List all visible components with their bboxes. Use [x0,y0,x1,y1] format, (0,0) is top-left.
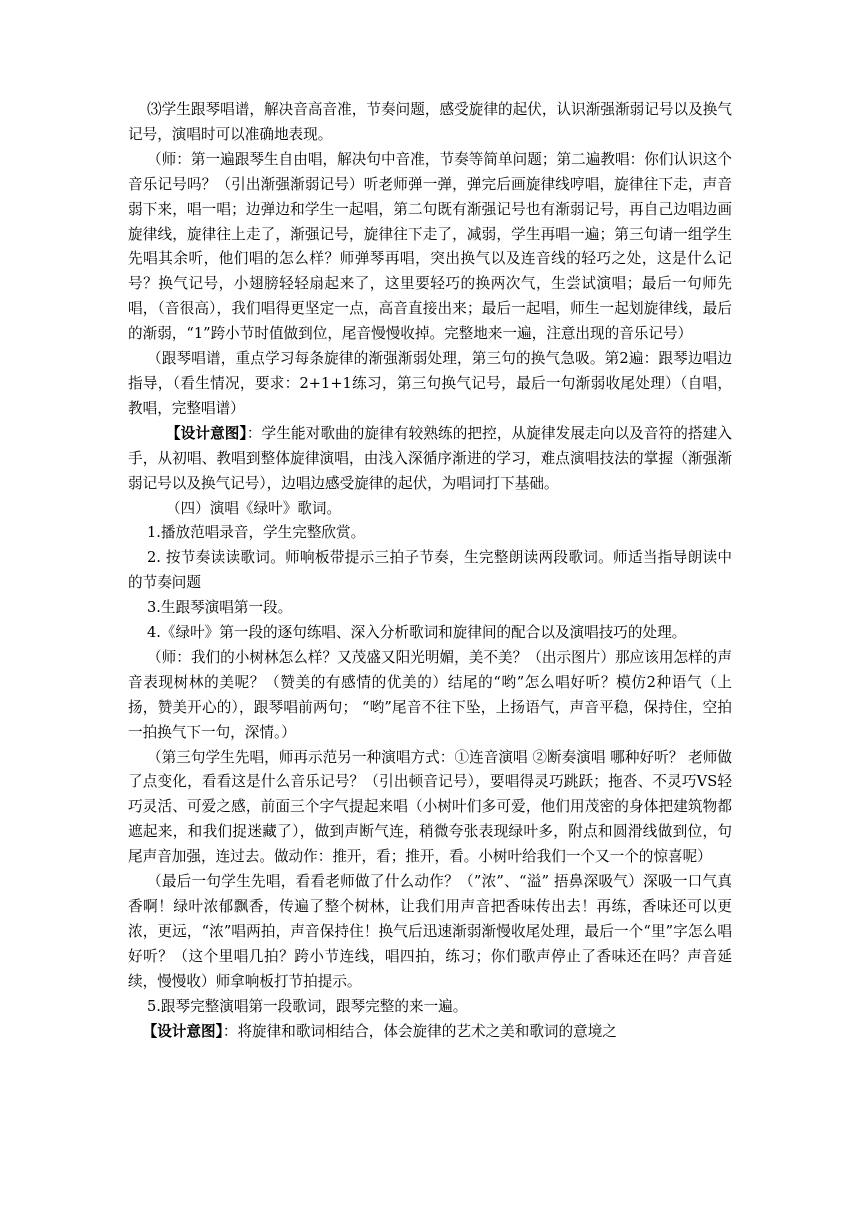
paragraph-text: ⑶学生跟琴唱谱，解决音高音准，节奏问题，感受旋律的起伏，认识渐强渐弱记号以及换气记号，演唱时可以准确地表现。 [128,101,732,143]
paragraph-text: （最后一句学生先唱，看看老师做了什么动作？（”浓”、“溢” 捂鼻深吸气）深吸一口气真香啊！绿叶浓郁飘香，传遍了整个树林，让我们用声音把香味传出去！再练，香味还可以更浓，更远，“浓”唱两拍，声音保持住！换气后迅速渐弱渐慢收尾处理，最后一个“里”字怎么唱好听？（这个里唱几拍？跨小节连线，唱四拍，练习；你们歌声停止了香味还在吗？声音延续，慢慢收）师拿响板打节拍提示。 [128,873,732,990]
section-heading-sing-lyrics [128,497,732,522]
step-3 [128,596,732,621]
paragraph-design-intent-1 [128,422,732,497]
paragraph-teacher-notes-3 [128,646,732,746]
paragraph-text: （四）演唱《绿叶》歌词。 [165,499,342,517]
paragraph-teacher-notes-5 [128,870,732,995]
design-intent-label: 【设计意图】 [142,1022,223,1040]
paragraph-teacher-notes-4 [128,746,732,871]
paragraph-text: ：将旋律和歌词相结合，体会旋律的艺术之美和歌词的意境之 [222,1022,617,1040]
step-1 [128,521,732,546]
paragraph-text: ：学生能对歌曲的旋律有较熟练的把控，从旋律发展走向以及音符的搭建入手，从初唱、教唱到整体旋律演唱，由浅入深循序渐进的学习，难点演唱技法的掌握（渐强渐弱记号以及换气记号），边唱边感受旋律的起伏，为唱词打下基础。 [128,424,732,492]
paragraph-text: 5.跟琴完整演唱第一段歌词，跟琴完整的来一遍。 [146,997,468,1015]
paragraph-sight-singing-step [128,98,732,148]
paragraph-text: 3.生跟琴演唱第一段。 [146,599,293,617]
step-5 [128,995,732,1020]
step-4 [128,621,732,646]
design-intent-label: 【设计意图】 [165,424,247,442]
paragraph-text: （师：第一遍跟琴生自由唱，解决句中音准，节奏等简单问题；第二遍教唱：你们认识这个音乐记号吗？（引出渐强渐弱记号）听老师弹一弹，弹完后画旋律线哼唱，旋律往下走，声音弱下来，唱一唱；边弹边和学生一起唱，第二句既有渐强记号也有渐弱记号，再自己边唱边画旋律线，旋律往上走了，渐强记号，旋律往下走了，减弱，学生再唱一遍；第三句请一组学生先唱其余听，他们唱的怎么样？师弹琴再唱，突出换气以及连音线的轻巧之处，这是什么记号？换气记号，小翅膀轻轻扇起来了，这里要轻巧的换两次气，生尝试演唱；最后一句师先唱，（音很高），我们唱得更坚定一点，高音直接出来；最后一起唱，师生一起划旋律线，最后的渐弱，“1”跨小节时值做到位，尾音慢慢收掉。完整地来一遍，注意出现的音乐记号） [128,150,732,343]
paragraph-design-intent-2 [128,1020,732,1045]
document-body [128,98,732,1044]
paragraph-text: （跟琴唱谱，重点学习每条旋律的渐强渐弱处理，第三句的换气急吸。第2遍：跟琴边唱边指导，（看生情况，要求：2+1+1练习，第三句换气记号，最后一句渐弱收尾处理）（自唱，教唱，完整唱谱） [128,350,732,417]
paragraph-text: （师：我们的小树林怎么样？又茂盛又阳光明媚，美不美？（出示图片）那应该用怎样的声音表现树林的美呢？（赞美的有感情的优美的）结尾的“哟”怎么唱好听？模仿2种语气（上扬，赞美开心的），跟琴唱前两句； “哟”尾音不往下坠，上扬语气，声音平稳，保持住，空拍一拍换气下一句，深情。） [128,648,732,741]
paragraph-text: 4.《绿叶》第一段的逐句练唱、深入分析歌词和旋律间的配合以及演唱技巧的处理。 [146,624,687,642]
paragraph-text: 1.播放范唱录音，学生完整欣赏。 [146,524,366,542]
step-2 [128,546,732,596]
paragraph-teacher-notes-2 [128,347,732,422]
paragraph-text: （第三句学生先唱，师再示范另一种演唱方式：①连音演唱 ②断奏演唱 哪种好听？ 老师做了点变化，看看这是什么音乐记号？（引出顿音记号），要唱得灵巧跳跃；拖沓、不灵巧VS轻巧灵活、可爱之感，前面三个字气提起来唱（小树叶们多可爱，他们用茂密的身体把建筑物都遮起来，和我们捉迷藏了），做到声断气连，稍微夸张表现绿叶多，附点和圆滑线做到位，句尾声音加强，连过去。做动作：推开，看；推开，看。小树叶给我们一个又一个的惊喜呢） [128,748,732,866]
paragraph-text: 2. 按节奏读读歌词。师响板带提示三拍子节奏，生完整朗读两段歌词。师适当指导朗读中的节奏问题 [128,549,732,592]
paragraph-teacher-notes-1 [128,148,732,347]
